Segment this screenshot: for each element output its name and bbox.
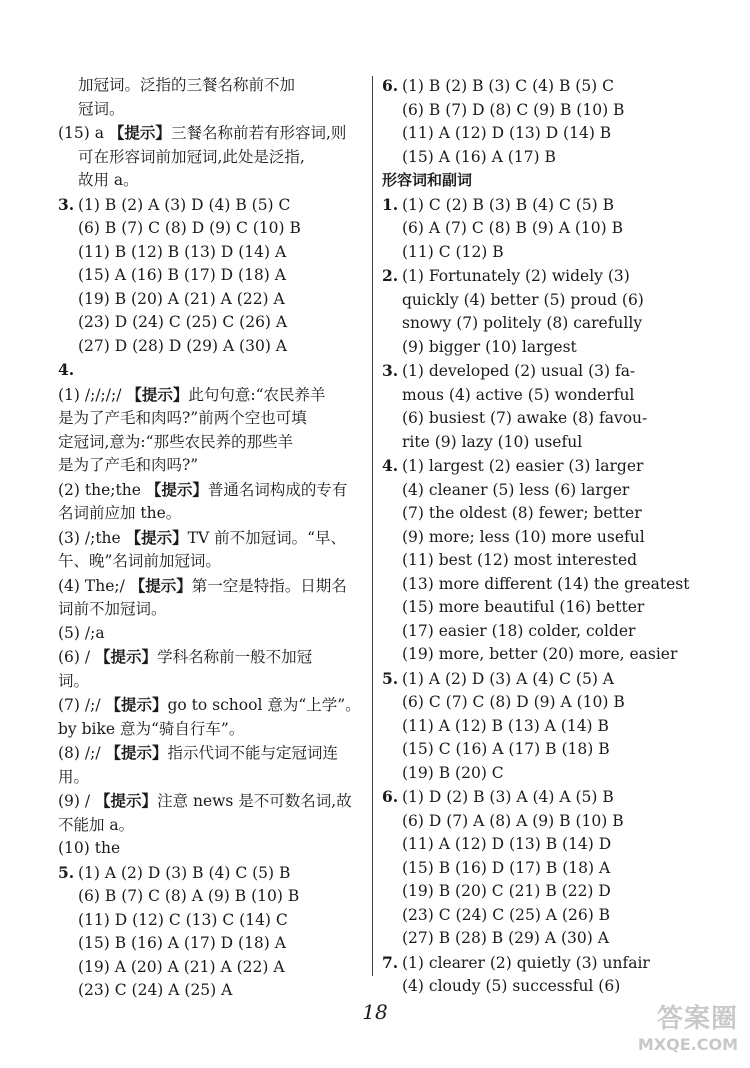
answer-line: (15) more beautiful (16) better xyxy=(402,598,645,616)
answer-line: 是为了产毛和肉吗?” xyxy=(58,456,199,474)
answer-line: (6) / 【提示】学科名称前一般不加冠 xyxy=(58,647,313,666)
answer-line: 词。 xyxy=(58,671,90,690)
answer-line: (9) more; less (10) more useful xyxy=(402,527,645,546)
answer-line: (6) C (7) C (8) D (9) A (10) B xyxy=(402,693,625,711)
answer-line: rite (9) lazy (10) useful xyxy=(402,432,583,451)
answer-line: snowy (7) politely (8) carefully xyxy=(402,314,643,332)
answer-line: 用。 xyxy=(58,767,90,786)
hint-label: 【提示】 xyxy=(145,479,208,499)
answer-line: (13) more different (14) the greatest xyxy=(402,574,690,593)
answer-line: (8) /;/ 【提示】指示代词不能与定冠词连 xyxy=(58,743,339,762)
answer-line: 是为了产毛和肉吗?”前两个空也可填 xyxy=(58,409,307,427)
answer-line: (15) B (16) D (17) B (18) A xyxy=(402,858,611,877)
page-number: 18 xyxy=(362,1000,388,1024)
answer-line: by bike 意为“骑自行车”。 xyxy=(58,719,245,738)
question-number: 4. xyxy=(382,456,399,475)
column-divider xyxy=(372,76,373,976)
answer-line: (19) more, better (20) more, easier xyxy=(402,645,678,663)
answer-line: (4) The;/ 【提示】第一空是特指。日期名 xyxy=(58,575,347,595)
answer-line: (6) busiest (7) awake (8) favou- xyxy=(402,409,648,427)
question-number: 5. xyxy=(382,668,399,688)
answer-line: (11) D (12) C (13) C (14) C xyxy=(78,910,288,929)
answer-line: (6) B (7) C (8) A (9) B (10) B xyxy=(78,887,300,905)
answer-line: (9) / 【提示】注意 news 是不可数名词,故 xyxy=(58,791,352,810)
answer-line: (5) /;a xyxy=(58,623,105,642)
answer-line: (15) A (16) B (17) D (18) A xyxy=(78,266,286,284)
answer-line: 4. (1) largest (2) easier (3) larger xyxy=(382,454,694,479)
answer-line: (23) C (24) A (25) A xyxy=(78,981,233,999)
answer-line: 词前不加冠词。 xyxy=(58,600,167,618)
answer-line: (4) cleaner (5) less (6) larger xyxy=(402,480,630,499)
watermark-url: MXQE.COM xyxy=(637,1035,738,1054)
answer-line: (19) B (20) C (21) B (22) D xyxy=(402,882,611,900)
answer-line: 冠词。 xyxy=(78,99,125,118)
left-column xyxy=(58,74,366,1003)
answer-line: 5. (1) A (2) D (3) B (4) C (5) B xyxy=(58,861,366,886)
answer-line: (27) D (28) D (29) A (30) A xyxy=(78,336,288,355)
answer-line: (11) A (12) B (13) A (14) B xyxy=(402,716,609,735)
answer-line: (15) B (16) A (17) D (18) A xyxy=(78,934,286,952)
watermark xyxy=(618,998,738,1054)
hint-label: 【提示】 xyxy=(126,384,189,404)
answer-line: 加冠词。泛指的三餐名称前不加 xyxy=(78,76,296,94)
hint-label: 【提示】 xyxy=(129,575,192,595)
answer-line: (10) the xyxy=(58,839,121,857)
answer-line: (15) A (16) A (17) B xyxy=(402,147,556,166)
answer-line xyxy=(58,358,366,383)
answer-line: (17) easier (18) colder, colder xyxy=(402,621,636,640)
answer-line: mous (4) active (5) wonderful xyxy=(402,385,635,404)
question-number: 6. xyxy=(382,76,399,95)
answer-line: 名词前应加 the。 xyxy=(58,504,182,522)
answer-line: (19) B (20) C xyxy=(402,763,504,782)
answer-line: 不能加 a。 xyxy=(58,815,135,834)
hint-label: 【提示】 xyxy=(105,695,168,714)
answer-line: 6. (1) B (2) B (3) C (4) B (5) C xyxy=(382,74,694,99)
question-number: 7. xyxy=(382,952,399,972)
answer-line: 定冠词,意为:“那些农民养的那些羊 xyxy=(58,432,294,451)
answer-line: (11) best (12) most interested xyxy=(402,551,638,569)
answer-line: (27) B (28) B (29) A (30) A xyxy=(402,929,609,947)
answer-line: (11) C (12) B xyxy=(402,242,504,261)
answer-line: (11) A (12) D (13) B (14) D xyxy=(402,835,612,853)
answer-line: 3. (1) developed (2) usual (3) fa- xyxy=(382,359,694,384)
answer-line: 1. (1) C (2) B (3) B (4) C (5) B xyxy=(382,193,694,218)
answer-line: (7) the oldest (8) fewer; better xyxy=(402,504,642,522)
hint-label: 【提示】 xyxy=(105,743,168,762)
answer-line: 5. (1) A (2) D (3) A (4) C (5) A xyxy=(382,667,694,692)
answer-line: (23) C (24) C (25) A (26) B xyxy=(402,905,611,924)
answer-line: (19) A (20) A (21) A (22) A xyxy=(78,957,285,976)
answer-line: (9) bigger (10) largest xyxy=(402,337,577,356)
section-heading: 形容词和副词 xyxy=(382,171,473,189)
answer-line: (4) cloudy (5) successful (6) xyxy=(402,977,621,995)
answer-line: quickly (4) better (5) proud (6) xyxy=(402,290,644,309)
watermark-logo: 答案圈 xyxy=(656,1004,738,1034)
hint-label: 【提示】 xyxy=(125,527,188,547)
hint-label: 【提示】 xyxy=(108,123,171,142)
question-number: 6. xyxy=(382,787,399,806)
answer-line: (6) B (7) D (8) C (9) B (10) B xyxy=(402,100,625,119)
answer-line: 7. (1) clearer (2) quietly (3) unfair xyxy=(382,951,694,976)
answer-line: (6) B (7) C (8) D (9) C (10) B xyxy=(78,219,301,237)
answer-line: (11) B (12) B (13) D (14) A xyxy=(78,242,287,261)
answer-line: (7) /;/ 【提示】go to school 意为“上学”。 xyxy=(58,695,361,714)
answer-line: (23) D (24) C (25) C (26) A xyxy=(78,313,288,331)
answer-line: 6. (1) D (2) B (3) A (4) A (5) B xyxy=(382,785,694,810)
question-number: 4. xyxy=(58,360,75,379)
answer-line: (19) B (20) A (21) A (22) A xyxy=(78,289,285,308)
right-column xyxy=(382,74,694,999)
answer-line: (15) a 【提示】三餐名称前若有形容词,则 xyxy=(58,123,347,142)
hint-label: 【提示】 xyxy=(95,647,158,666)
question-number: 2. xyxy=(382,266,399,285)
answer-line: (3) /;the 【提示】TV 前不加冠词。“早、 xyxy=(58,527,347,547)
answer-line: (6) D (7) A (8) A (9) B (10) B xyxy=(402,811,624,830)
answer-line: (1) /;/;/;/ 【提示】此句句意:“农民养羊 xyxy=(58,384,326,404)
answer-line: (11) A (12) D (13) D (14) B xyxy=(402,124,612,142)
answer-line: (15) C (16) A (17) B (18) B xyxy=(402,740,610,758)
answer-line: 2. (1) Fortunately (2) widely (3) xyxy=(382,264,694,289)
answer-line: 故用 a。 xyxy=(78,171,139,189)
question-number: 5. xyxy=(58,862,75,882)
answer-line: 午、晚”名词前加冠词。 xyxy=(58,552,221,570)
question-number: 3. xyxy=(382,361,399,380)
hint-label: 【提示】 xyxy=(95,791,158,810)
answer-line: (6) A (7) C (8) B (9) A (10) B xyxy=(402,219,624,237)
answer-line: 可在形容词前加冠词,此处是泛指, xyxy=(78,147,305,166)
question-number: 3. xyxy=(58,194,75,214)
answer-line: (2) the;the 【提示】普通名词构成的专有 xyxy=(58,479,348,499)
answer-line: 3. (1) B (2) A (3) D (4) B (5) C xyxy=(58,193,366,218)
question-number: 1. xyxy=(382,194,399,214)
